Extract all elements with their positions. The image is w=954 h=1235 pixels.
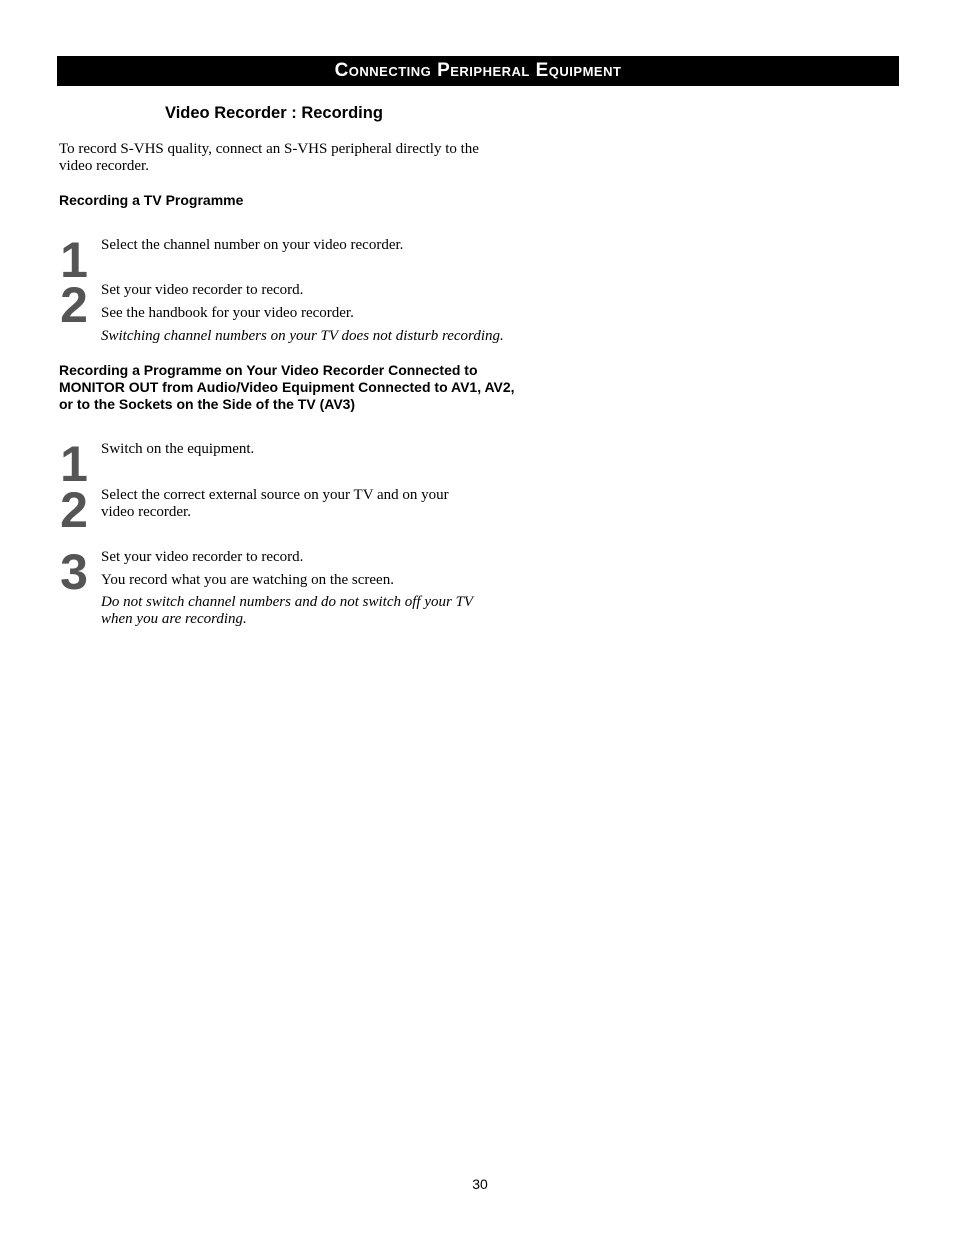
step-note: Do not switch channel numbers and do not switch off your TV when you are recording. <box>101 594 473 627</box>
step-text: Set your video recorder to record. <box>101 549 304 565</box>
step-note: Switching channel numbers on your TV does not disturb recording. <box>101 328 504 344</box>
step-number: 1 <box>60 436 88 492</box>
step-number: 3 <box>60 544 88 600</box>
header-title: Connecting Peripheral Equipment <box>334 60 622 81</box>
step-number: 2 <box>60 277 88 333</box>
step-subtext: See the handbook for your video recorder. <box>101 305 354 321</box>
step-number: 1 <box>60 232 88 288</box>
recording-monitor-heading: Recording a Programme on Your Video Recorder Connected to MONITOR OUT from Audio/Video Equipment Connected to AV1, AV2, or to the Sockets on the Side of the TV (AV3) <box>59 362 515 412</box>
step-text: Set your video recorder to record. <box>101 282 304 298</box>
section-title: Video Recorder : Recording <box>165 104 383 122</box>
page-header <box>57 56 899 86</box>
recording-tv-heading: Recording a TV Programme <box>59 192 244 208</box>
step-subtext: You record what you are watching on the screen. <box>101 572 394 588</box>
step-number: 2 <box>60 482 88 538</box>
step-text: Select the channel number on your video recorder. <box>101 237 404 253</box>
intro-text: To record S-VHS quality, connect an S-VHS peripheral directly to the video recorder. <box>59 141 479 174</box>
step-text: Select the correct external source on your TV and on your video recorder. <box>101 487 449 520</box>
page-number: 30 <box>472 1176 488 1192</box>
step-text: Switch on the equipment. <box>101 441 255 457</box>
